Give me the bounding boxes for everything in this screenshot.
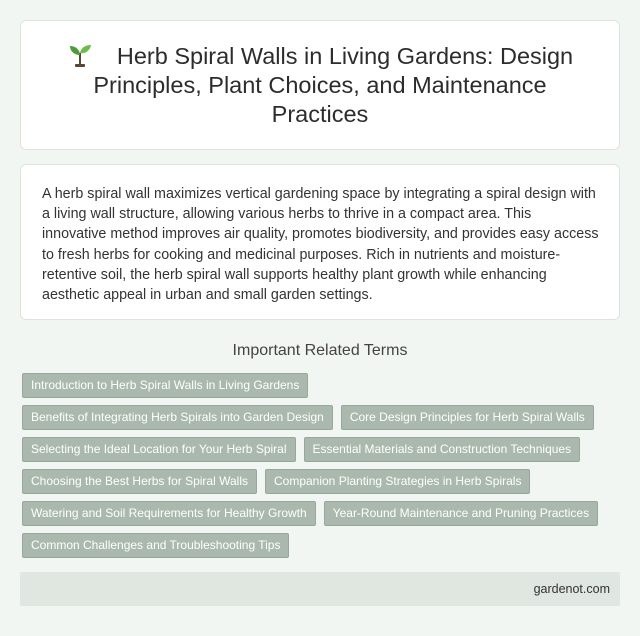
sprout-icon [67, 42, 93, 68]
term-link[interactable]: Watering and Soil Requirements for Healthy Growth [22, 501, 316, 526]
term-link[interactable]: Choosing the Best Herbs for Spiral Walls [22, 469, 257, 494]
term-link[interactable]: Introduction to Herb Spiral Walls in Living Gardens [22, 373, 308, 398]
term-link[interactable]: Benefits of Integrating Herb Spirals into Garden Design [22, 405, 333, 430]
page-title [49, 42, 591, 129]
term-link[interactable]: Essential Materials and Construction Techniques [304, 437, 581, 462]
related-terms-list [22, 373, 622, 565]
related-terms-heading: Important Related Terms [232, 342, 408, 359]
term-link[interactable]: Core Design Principles for Herb Spiral Walls [341, 405, 594, 430]
term-row [22, 405, 622, 437]
term-row [22, 533, 622, 565]
term-link[interactable]: Selecting the Ideal Location for Your Herb Spiral [22, 437, 296, 462]
summary-text: A herb spiral wall maximizes vertical gardening space by integrating a spiral design with a living wall structure, allowing various herbs to thrive in a compact area. This innovative method improves air quality, promotes biodiversity, and provides easy access to fresh herbs for cooking and medicinal purposes. Rich in nutrients and moisture-retentive soil, the herb spiral wall supports healthy plant growth while enhancing aesthetic appeal in urban and small garden settings. [42, 186, 599, 304]
summary-card [20, 164, 620, 320]
title-text: Herb Spiral Walls in Living Gardens: Design Principles, Plant Choices, and Maintenance Practices [93, 42, 574, 127]
term-row [22, 501, 622, 533]
term-row [22, 437, 622, 469]
term-row [22, 469, 622, 501]
site-name[interactable]: gardenot.com [533, 582, 610, 596]
footer [20, 572, 620, 606]
term-link[interactable]: Companion Planting Strategies in Herb Spirals [265, 469, 530, 494]
term-link[interactable]: Common Challenges and Troubleshooting Tips [22, 533, 289, 558]
term-link[interactable]: Year-Round Maintenance and Pruning Practices [324, 501, 598, 526]
title-card [20, 20, 620, 150]
term-row [22, 373, 622, 405]
